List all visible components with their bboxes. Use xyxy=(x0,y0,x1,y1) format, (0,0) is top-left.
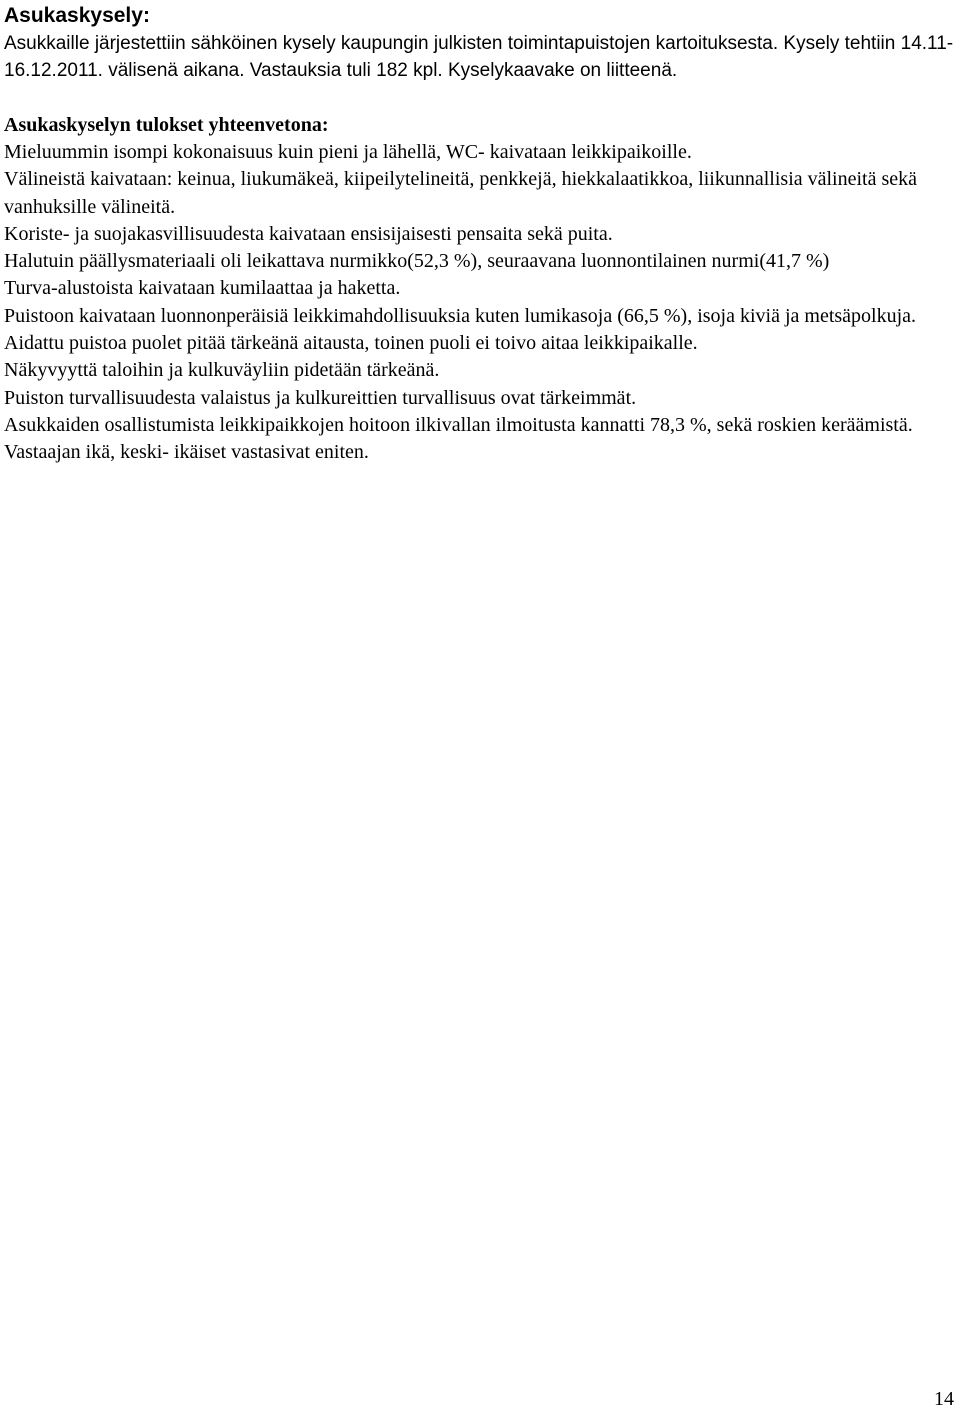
summary-paragraph: Aidattu puistoa puolet pitää tärkeänä aitausta, toinen puoli ei toivo aitaa leikkipaikalle. xyxy=(4,332,698,355)
paragraph-spacer xyxy=(4,84,954,111)
summary-paragraph: Vastaajan ikä, keski- ikäiset vastasivat eniten. xyxy=(4,441,369,464)
summary-paragraph: Välineistä kaivataan: keinua, liukumäkeä, kiipeilytelineitä, penkkejä, hiekkalaatikkoa, liikunnallisia välineitä sekä vanhuksille välineitä. xyxy=(4,168,918,218)
summary-heading: Asukaskyselyn tulokset yhteenvetona: xyxy=(4,114,329,136)
document-page xyxy=(4,0,954,467)
summary-paragraph: Mieluummin isompi kokonaisuus kuin pieni ja lähellä, WC- kaivataan leikkipaikoille. xyxy=(4,141,692,163)
intro-paragraph: Asukkaille järjestettiin sähköinen kysely kaupungin julkisten toimintapuistojen kartoituksesta. Kysely tehtiin 14.11- 16.12.2011. välisenä aikana. Vastauksia tuli 182 kpl. Kyselykaavake on liitteenä. xyxy=(4,33,954,81)
summary-paragraph: Näkyvyyttä taloihin ja kulkuväyliin pidetään tärkeänä. xyxy=(4,359,440,382)
summary-paragraph: Halutuin päällysmateriaali oli leikattava nurmikko(52,3 %), seuraavana luonnontilainen nurmi(41,7 %) xyxy=(4,250,830,273)
summary-paragraph: Asukkaiden osallistumista leikkipaikkojen hoitoon ilkivallan ilmoitusta kannatti 78,3 %, sekä roskien keräämistä. xyxy=(4,413,913,436)
summary-paragraph: Turva-alustoista kaivataan kumilaattaa ja haketta. xyxy=(4,277,401,300)
page-title: Asukaskysely: xyxy=(4,4,150,27)
summary-paragraph: Puistoon kaivataan luonnonperäisiä leikkimahdollisuuksia kuten lumikasoja (66,5 %), isoja kiviä ja metsäpolkuja. xyxy=(4,304,917,327)
page-number: 14 xyxy=(934,1388,954,1410)
summary-paragraph: Koriste- ja suojakasvillisuudesta kaivataan ensisijaisesti pensaita sekä puita. xyxy=(4,222,613,245)
summary-paragraph: Puiston turvallisuudesta valaistus ja kulkureittien turvallisuus ovat tärkeimmät. xyxy=(4,386,637,409)
